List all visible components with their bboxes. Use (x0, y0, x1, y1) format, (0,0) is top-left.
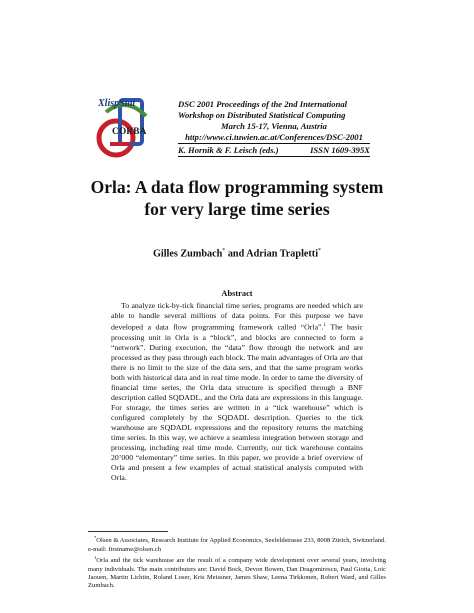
author-1-mark: * (222, 248, 226, 254)
abstract-text-a: To analyze tick-by-tick financial time series, programs are needed which are able to handle several millions of data points. For this purpose we have developed a data flow programming framework called “Orla”. (111, 301, 363, 332)
logo-text-bottom: CORBA (112, 127, 147, 137)
footnote-2-text: Orla and the tick warehouse are the result of a company wide development over several years, involving many individuals. The main contributers are: David Bock, Devon Bowen, Dan Dragomirescu, Paul Giotta, Loic Jaouen, Martin Lichtin, Roland Loser, Kris Meissner, James Shaw, Leena Tirkkonen, Robert Ward, and Gilles Zumbach. (88, 557, 386, 590)
logo-bar (110, 142, 130, 146)
logo-text-top: XlispStat (98, 98, 136, 109)
paper-title (40, 176, 434, 220)
footnote-rule (88, 531, 168, 532)
footnote-1 (88, 534, 386, 554)
proceedings-issn: ISSN 1609-395X (310, 145, 370, 155)
abstract-footnote-mark: 1 (323, 323, 326, 328)
proceedings-block (178, 99, 370, 157)
footnotes (88, 534, 386, 591)
dsc-logo (96, 92, 160, 158)
proceedings-editors-row (178, 145, 370, 157)
author-2-mark: * (318, 248, 322, 254)
footnote-1-mark: * (94, 535, 97, 540)
authors (40, 245, 434, 260)
title-line-2: for very large time series (144, 199, 330, 219)
proceedings-line-2: Workshop on Distributed Statistical Computing (178, 110, 346, 120)
abstract-heading: Abstract (221, 289, 253, 298)
authors-and: and (227, 248, 245, 260)
title-line-1: Orla: A data flow programming system (90, 177, 384, 197)
proceedings-url: http://www.ci.tuwien.ac.at/Conferences/DSC-2001 (178, 132, 370, 144)
abstract-paragraph (111, 301, 363, 483)
proceedings-line-1: DSC 2001 Proceedings of the 2nd International (178, 99, 348, 109)
footnote-2 (88, 554, 386, 591)
logo-graphic (96, 92, 160, 158)
abstract-body (111, 301, 363, 483)
footnote-1-text: Olsen & Associates, Research Institute for Applied Economics, Seefeldstrasse 233, 8008 Zürich, Switzerland. e-mail: firstname@olsen.ch (88, 537, 386, 553)
proceedings-date: March 15-17, Vienna, Austria (221, 121, 327, 131)
author-2: Adrian Trapletti (246, 248, 319, 260)
abstract-text-b: The basic processing unit in Orla is a “block”, and blocks are connected to form a “network”. During execution, the “data” flow through the network and are processed as they pass through each block. The main advantages of Orla are that there is no limit to the size of the data sets, and that the same program works both with historical data and in real time mode. In order to tame the diversity of financial time series, the Orla data structure is specified through a BNF description called SQDADL, and the Orla data are expressions in this language. For storage, the times series are written in a “tick warehouse” which is configured completely by the SQDADL description. Queries to the tick warehouse are SQDADL expressions and the repository returns the matching time series. In this way, we achieve a seamless integration between storage and processing, including real time mode. Currently, our tick warehouse contains 20’000 “elementary” time series. In this paper, we provide a brief overview of Orla and present a few examples of actual statistical analysis computed with Orla. (111, 322, 364, 482)
proceedings-editors: K. Hornik & F. Leisch (eds.) (178, 145, 279, 155)
author-1: Gilles Zumbach (152, 248, 223, 260)
footnote-2-mark: 1 (94, 555, 97, 560)
